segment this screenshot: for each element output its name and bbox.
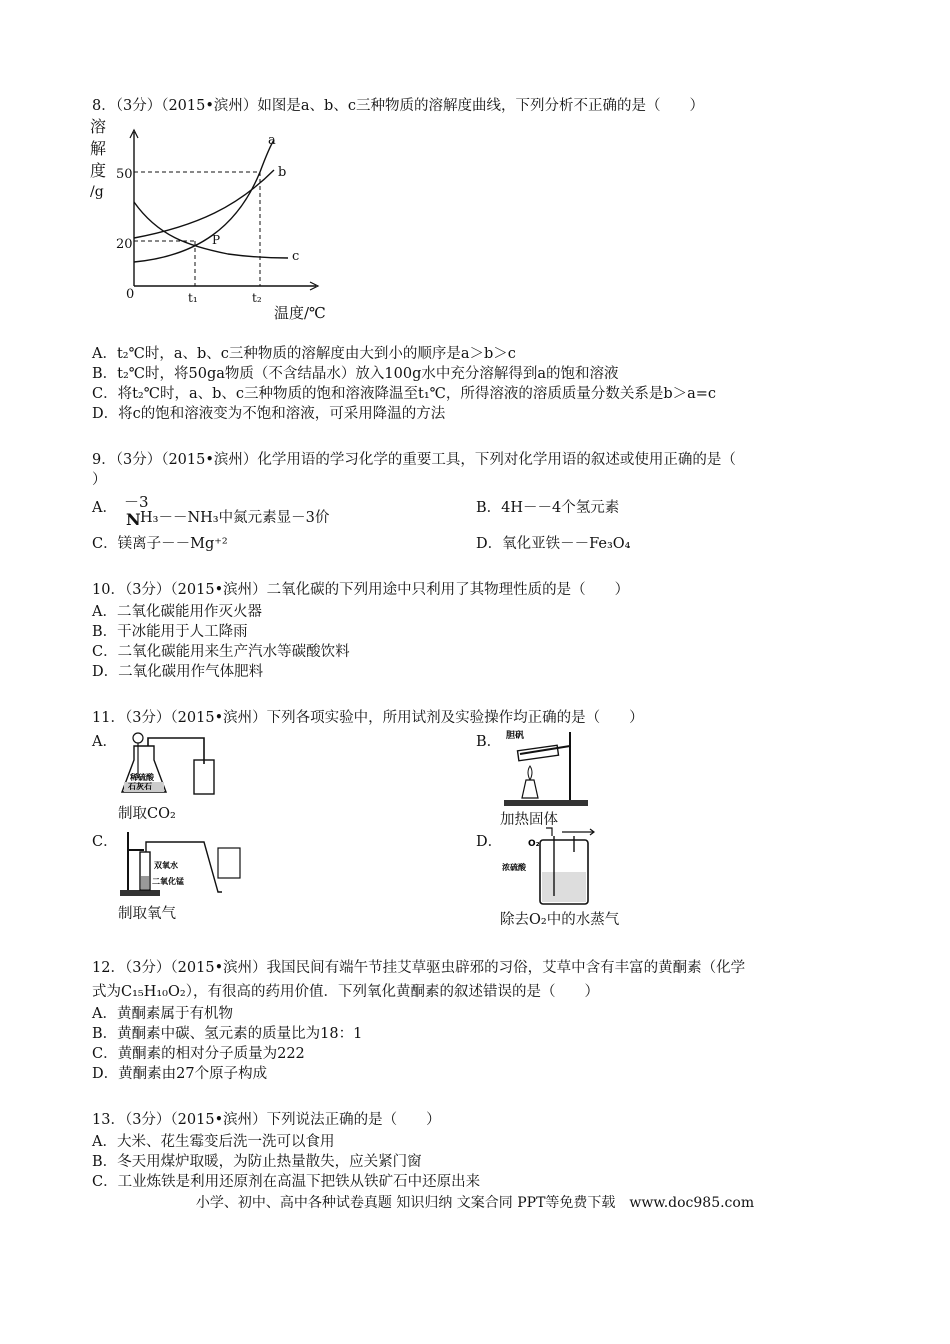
label-copper-sulfate: 胆矾 [506,731,525,741]
q8-option-b: B．t₂℃时，将50ga物质（不含结晶水）放入100g水中充分溶解得到a的饱和溶液 [92,366,619,382]
point-label-p: P [212,233,221,247]
q13-option-b: B．冬天用煤炉取暖，为防止热量散失，应关紧门窗 [92,1154,422,1170]
q8-option-d: D．将c的饱和溶液变为不饱和溶液，可采用降温的方法 [92,406,446,422]
curve-label-b: b [278,165,287,180]
q11-stem: 11．（3分）（2015•滨州）下列各项实验中，所用试剂及实验操作均正确的是（ ） [92,710,644,726]
q9-stem-cont: ） [92,472,107,488]
q12-option-b: B．黄酮素中碳、氢元素的质量比为18：1 [92,1026,363,1042]
label-acid: 稀硫酸 [130,773,154,782]
q8-option-a: A．t₂℃时，a、b、c三种物质的溶解度由大到小的顺序是a＞b＞c [92,346,516,362]
ytick-label: 50 [116,167,133,182]
apparatus-a-figure [118,730,218,802]
q9-option-a-label: A． [92,500,117,516]
q12-option-d: D．黄酮素由27个原子构成 [92,1066,268,1082]
solubility-chart [88,116,348,326]
q9-stem: 9．（3分）（2015•滨州）化学用语的学习化学的重要工具，下列对化学用语的叙述或使用正确的是（ [92,452,736,468]
xtick-label: t₂ [252,291,262,305]
q11-option-c-label: C． [92,834,118,850]
q9-option-a-element: N [126,510,141,529]
q9-option-c: C．镁离子－－Mg⁺² [92,536,228,552]
ylabel-char: 溶 [90,117,107,136]
stand-base [504,800,588,806]
ylabel-char: 解 [90,139,107,158]
q12-option-c: C．黄酮素的相对分子质量为222 [92,1046,305,1062]
page-footer: 小学、初中、高中各种试卷真题 知识归纳 文案合同 PPT等免费下载 www.doc985.com [195,1195,755,1211]
q12-stem-cont: 式为C₁₅H₁₀O₂），有很高的药用价值．下列氧化黄酮素的叙述错误的是（ ） [92,984,599,1000]
curve-label-c: c [292,249,300,264]
q8-option-c: C．将t₂℃时，a、b、c三种物质的饱和溶液降温至t₁℃，所得溶液的溶质质量分数关系是b＞a=c [92,386,717,402]
flame [528,766,532,780]
q11-option-b-caption: 加热固体 [500,812,558,828]
tube-contents [141,876,149,889]
q10-option-d: D．二氧化碳用作气体肥料 [92,664,264,680]
q12-option-a: A．黄酮素属于有机物 [92,1006,233,1022]
curve-label-a: a [268,133,276,148]
label-hydrogen-peroxide: 双氧水 [154,861,178,870]
q9-option-a-charge: －3 [124,493,149,511]
stand-base [120,890,160,896]
q9-option-a-text: H₃－－NH₃中氮元素显－3价 [140,510,330,526]
collection-jar [218,848,240,878]
ytick-label: 20 [116,237,133,252]
ylabel-char: 度 [90,161,107,180]
ylabel-char: /g [90,184,104,200]
curve-b [134,170,274,238]
q9-option-b: B．4H－－4个氢元素 [476,500,620,516]
label-oxygen: O₂ [528,839,540,849]
label-manganese-dioxide: 二氧化锰 [152,877,184,886]
q11-option-d-caption: 除去O₂中的水蒸气 [500,912,620,928]
arrow-out [546,828,552,836]
q11-option-d-label: D． [476,834,503,850]
q11-option-a-label: A． [92,734,117,750]
apparatus-c-figure [118,828,248,900]
q13-option-a: A．大米、花生霉变后洗一洗可以食用 [92,1134,335,1150]
q12-stem: 12．（3分）（2015•滨州）我国民间有端午节挂艾草驱虫辟邪的习俗，艾草中含有丰富的黄酮素（化学 [92,960,746,976]
curve-a [134,140,274,262]
apparatus-d-figure [500,826,610,906]
funnel-bulb [133,733,143,743]
collection-bottle [194,760,214,794]
q13-stem: 13．（3分）（2015•滨州）下列说法正确的是（ ） [92,1112,441,1128]
xtick-label: t₁ [188,291,198,305]
q11-option-a-caption: 制取CO₂ [118,806,176,822]
q10-option-a: A．二氧化碳能用作灭火器 [92,604,262,620]
curve-c [134,202,288,258]
q8-stem: 8．（3分）（2015•滨州）如图是a、b、c三种物质的溶解度曲线，下列分析不正确的是（ ） [92,98,704,114]
q11-option-c-caption: 制取氧气 [118,906,176,922]
alcohol-lamp [522,780,538,798]
label-limestone: 石灰石 [128,782,152,791]
xtick-label: 0 [126,287,135,302]
label-sulfuric-acid: 浓硫酸 [502,863,526,872]
bottle-liquid [542,872,586,902]
q10-stem: 10．（3分）（2015•滨州）二氧化碳的下列用途中只利用了其物理性质的是（ ） [92,582,630,598]
q9-option-d: D．氧化亚铁－－Fe₃O₄ [476,536,631,552]
apparatus-b-figure [500,726,600,808]
q11-option-b-label: B． [476,734,502,750]
xlabel: 温度/℃ [274,304,326,322]
q10-option-c: C．二氧化碳能用来生产汽水等碳酸饮料 [92,644,350,660]
q13-option-c: C．工业炼铁是利用还原剂在高温下把铁从铁矿石中还原出来 [92,1174,481,1190]
q10-option-b: B．干冰能用于人工降雨 [92,624,248,640]
